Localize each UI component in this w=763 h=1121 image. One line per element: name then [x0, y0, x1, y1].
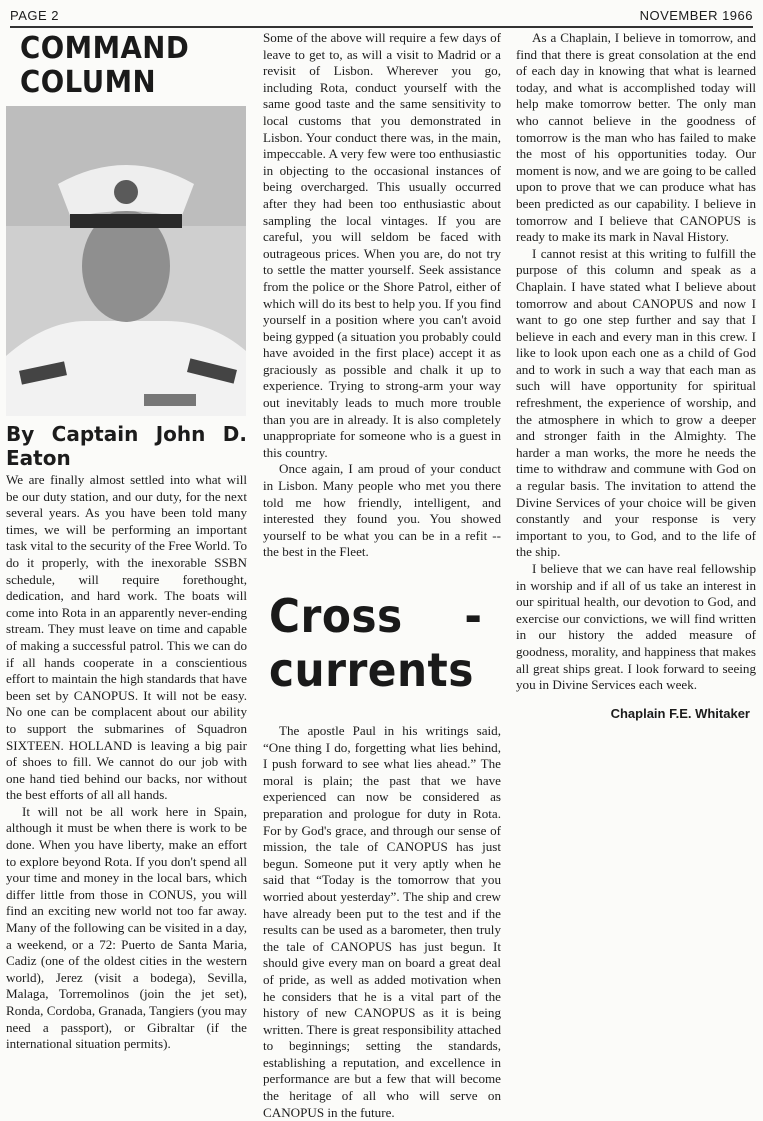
captain-portrait-photo — [6, 106, 246, 416]
cross-currents-paragraph-1: The apostle Paul in his writings said, “One thing I do, forgetting what lies behind, I push forward to see what lies ahead.” The moral is plain; the past that we have experienced can now be considered as preparation and prologue for duty in Rota. For by God's grace, and through our sense of mission, the tale of CANOPUS has just begun. Someone put it very aptly when he said that “Today is the tomorrow that you worried about yesterday”. The ship and crew have already been put to the test and if the results can be used as a barometer, then truly the tale of CANOPUS has just begun. It should give every man on board a great deal of pride, as well as added motivation when he considers that he is a vital part of the history of new CANOPUS as it is being written. There is great responsibility attached to beginnings; setting the standards, establishing a reputation, and excellence in performance are but a few that will become the heritage of all who will serve on CANOPUS in the future. — [263, 723, 501, 1120]
cross-currents-paragraph-2: As a Chaplain, I believe in tomorrow, and find that there is great consolation at the end of each day in knowing that what is learned today, and what is accomplished today will help make tomorrow better. The only man who cannot believe in the goodness of tomorrow is the man who has failed to make the most of his opportunities today. Our moment is now, and we are going to be called upon to prove that we can produce what has been predicted as our capability. I believe in tomorrow and I believe that CANOPUS is ready to make its mark in Naval History. — [516, 30, 756, 245]
command-paragraph-1: We are finally almost settled into what will be our duty station, and our duty, for the next several years. As you have been told many times, we will be performing an important task vital to the security of the Free World. To do it properly, with the inexorable SSBN schedule, will require forethought, dedication, and hard work. The boats will come into Rota in an apparently never-ending stream. They must leave on time and capable of making a successful patrol. This we can do if all hands cooperate in a conscientious effort to maintain the high standards that have been set by CANOPUS. It will not be easy. No one can be complacent about our ability to support the submarines of Squadron SIXTEEN. HOLLAND is leaving a big pair of shoes to fill. We cannot do our job with one hand tied behind our backs, nor without the best efforts of all all hands. — [6, 472, 247, 803]
command-column-headline: COMMAND COLUMN — [20, 31, 190, 100]
cross-currents-paragraph-4: I believe that we can have real fellowship in worship and if all of us take an interest in our spiritual health, our devotion to God, and exercise our convictions, we will find written in our history the added measure of goodness, morality, and happiness that makes all great ships great. I look forward to seeing you in Divine Services each week. — [516, 561, 756, 693]
column-2 — [263, 30, 501, 1120]
command-paragraph-3: Some of the above will require a few days of leave to get to, as will a visit to Madrid or a revisit of Lisbon. Wherever you go, including Rota, conduct yourself with the same good taste and the same sensitivity to local customs that you demonstrated in Lisbon. Your conduct there was, in the main, impeccable. A very few were too enthusiastic in objecting to the occasional instances of being overcharged. This usually occurred after they had been too enthusiastic about sampling the local vintages. If you are careful, you will seldom be faced with outrageous prices. When you are, do not try to settle the matter yourself. Seek assistance from the police or the Shore Patrol, either of which will do its best to help you. If you find yourself in a position where you can't avoid being gypped (a situation you probably could have avoided in the first place) accept it as graciously as possible and chalk it up to experience. Trying to strong-arm your way out inevitably leads to much more trouble than you are in already. It is also completely unappropriate for someone who is a guest in this country. — [263, 30, 501, 460]
chaplain-signature: Chaplain F.E. Whitaker — [610, 705, 750, 721]
command-paragraph-2: It will not be all work here in Spain, although it must be when there is work to be done. When you have liberty, make an effort to explore beyond Rota. If you don't spend all your time and money in the local bars, which differ little from those in CONUS, you will find an exciting new world not too far away. Many of the following can be visited in a day, a weekend, or a 72: Puerto de Santa Maria, Cadiz (one of the oldest cities in the western world), Jerez (visit a bodega), Sevilla, Malaga, Torremolinos (join the jet set), Ronda, Cordoba, Granada, Tangiers (you may need a passport), or Gibraltar (if the international situation permits). — [6, 803, 248, 1052]
page-header — [10, 4, 753, 28]
cross-currents-paragraph-3: I cannot resist at this writing to fulfill the purpose of this column and speak as a Chaplain. I have stated what I believe about tomorrow and about CANOPUS and now I want to go one step further and say that I believe in each and every man in this crew. I like to look upon each one as a child of God and to work in such a way that each man as such will have opportunity for spiritual refreshment, the experience of worship, and the atmosphere in which to grow a deeper and stronger faith in the Almighty. The harder a man works, the more he needs the time to withdraw and commune with God on a regular basis. The invitation to attend the Divine Services of your choice will be given constantly and your response is very important to you, to God, and to the life of the ship. — [516, 245, 756, 560]
column-1 — [6, 30, 248, 1052]
column-3 — [516, 30, 756, 996]
issue-date: NOVEMBER 1966 — [639, 8, 753, 23]
cross-currents-headline: Cross - currents — [269, 589, 483, 697]
command-paragraph-4: Once again, I am proud of your conduct in Lisbon. Many people who met you there told me how friendly, intelligent, and interested they found you. You showed yourself to be what you can be in a refit -- the best in the Fleet. — [263, 461, 501, 560]
command-column-byline: By Captain John D. Eaton — [6, 422, 247, 470]
page-number: PAGE 2 — [10, 8, 60, 23]
